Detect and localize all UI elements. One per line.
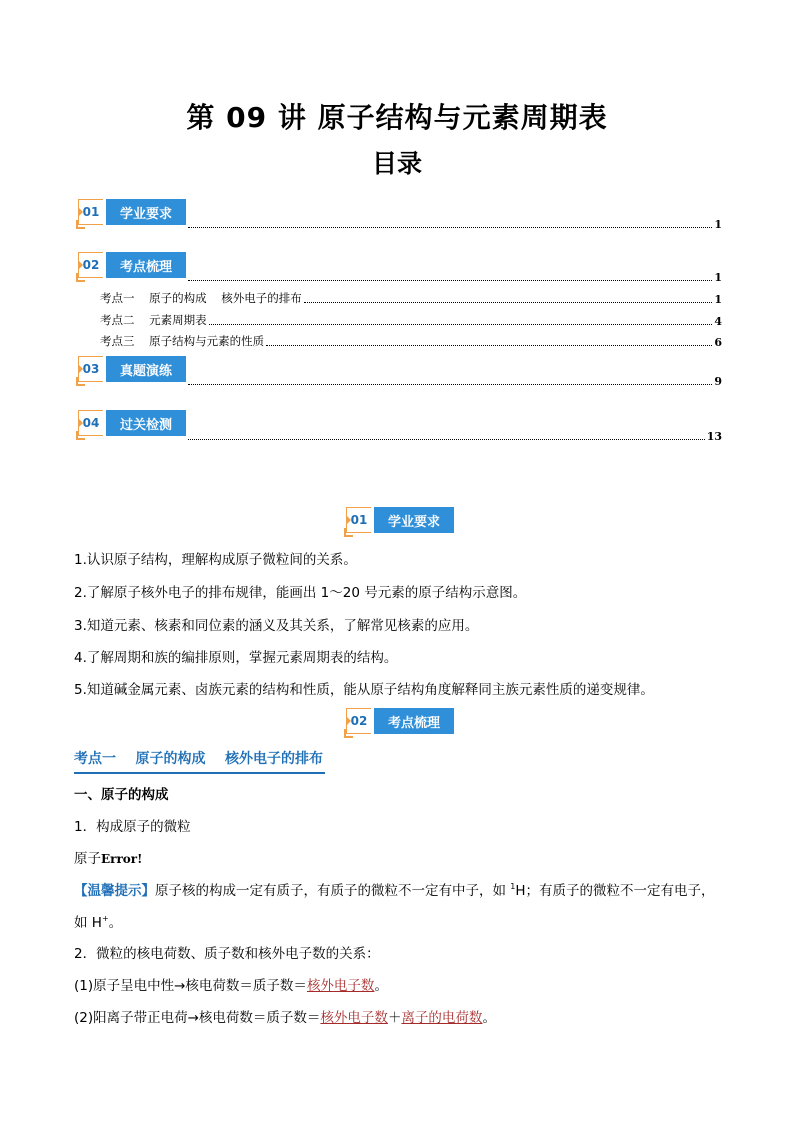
tip-line2-a: 如 H <box>74 915 102 931</box>
badge-number: 02 <box>78 252 103 278</box>
toc-leader <box>188 438 705 440</box>
toc-page-number: 4 <box>714 315 722 328</box>
error-text: Error! <box>101 852 143 866</box>
toc-entry-04[interactable] <box>186 430 722 443</box>
relation-end: 。 <box>374 978 388 994</box>
toc-subentry-1[interactable] <box>100 290 722 306</box>
isotope-superscript: 1 <box>510 882 516 891</box>
badge-number: 02 <box>346 708 371 734</box>
toc-page-number: 1 <box>714 271 722 284</box>
page-title: 第 09 讲 原子结构与元素周期表 <box>186 101 608 134</box>
tip-line-2 <box>74 911 122 931</box>
atom-line <box>74 847 142 867</box>
toc-leader <box>188 279 712 281</box>
requirement-2: 2.了解原子核外电子的排布规律，能画出 1～20 号元素的原子结构示意图。 <box>74 585 527 601</box>
subheading-atom-structure: 一、原子的构成 <box>74 787 169 803</box>
toc-subentry-2[interactable] <box>100 312 722 328</box>
toc-leader <box>188 383 712 385</box>
toc-sub-label: 考点一 原子的构成 核外电子的排布 <box>100 291 302 305</box>
badge-label: 学业要求 <box>374 507 454 533</box>
badge-label: 学业要求 <box>106 199 186 225</box>
toc-sub-label: 考点三 原子结构与元素的性质 <box>100 334 265 348</box>
toc-badge-03[interactable] <box>78 356 186 382</box>
badge-number: 03 <box>78 356 103 382</box>
relation-end: 。 <box>482 1010 496 1026</box>
section-heading: 考点一 原子的构成 核外电子的排布 <box>74 748 325 774</box>
badge-label: 考点梳理 <box>106 252 186 278</box>
relation-2 <box>74 1006 496 1026</box>
badge-label: 考点梳理 <box>374 708 454 734</box>
toc-entry-02[interactable] <box>186 271 722 284</box>
toc-badge-04[interactable] <box>78 410 186 436</box>
toc-leader <box>209 323 713 325</box>
tip-text-a: 原子核的构成一定有质子，有质子的微粒不一定有中子，如 <box>155 883 511 899</box>
toc-leader <box>304 301 713 303</box>
answer-blank: 核外电子数 <box>320 1010 388 1026</box>
relation-text: (2)阳离子带正电荷→核电荷数＝质子数＝ <box>74 1010 321 1026</box>
item-1: 1．构成原子的微粒 <box>74 819 191 835</box>
tip-line-1 <box>74 879 715 899</box>
answer-blank: 离子的电荷数 <box>401 1010 483 1026</box>
atom-prefix: 原子 <box>74 851 101 867</box>
badge-number: 01 <box>346 507 371 533</box>
requirement-4: 4.了解周期和族的编排原则，掌握元素周期表的结构。 <box>74 650 398 666</box>
relation-1 <box>74 974 388 994</box>
toc-page-number: 13 <box>706 430 722 443</box>
tip-label: 【温馨提示】 <box>74 883 155 899</box>
toc-heading: 目录 <box>371 149 422 178</box>
toc-entry-03[interactable] <box>186 375 722 388</box>
toc-page-number: 6 <box>714 336 722 349</box>
tip-line2-b: 。 <box>108 915 123 931</box>
tip-text-b: H；有质子的微粒不一定有电子， <box>515 883 715 899</box>
toc-leader <box>266 344 712 346</box>
item-2: 2．微粒的核电荷数、质子数和核外电子数的关系： <box>74 946 380 962</box>
badge-label: 真题演练 <box>106 356 186 382</box>
relation-text: (1)原子呈电中性→核电荷数＝质子数＝ <box>74 978 307 994</box>
charge-superscript: + <box>101 914 109 923</box>
toc-badge-01[interactable] <box>78 199 186 225</box>
badge-number: 01 <box>78 199 103 225</box>
toc-leader <box>188 226 712 228</box>
toc-page-number: 1 <box>714 218 722 231</box>
toc-sub-label: 考点二 元素周期表 <box>100 313 207 327</box>
answer-blank: 核外电子数 <box>306 978 375 994</box>
toc-page-number: 1 <box>714 293 722 306</box>
toc-entry-01[interactable] <box>186 218 722 231</box>
requirement-1: 1.认识原子结构，理解构成原子微粒间的关系。 <box>74 552 357 568</box>
badge-label: 过关检测 <box>106 410 186 436</box>
requirement-5: 5.知道碱金属元素、卤族元素的结构和性质，能从原子结构角度解释同主族元素性质的递变规律。 <box>74 682 654 698</box>
toc-badge-02[interactable] <box>78 252 186 278</box>
plus-sign: ＋ <box>387 1010 402 1026</box>
requirement-3: 3.知道元素、核素和同位素的涵义及其关系，了解常见核素的应用。 <box>74 618 479 634</box>
toc-page-number: 9 <box>714 375 722 388</box>
badge-number: 04 <box>78 410 103 436</box>
section-badge-02 <box>346 708 454 734</box>
section-badge-01 <box>346 507 454 533</box>
toc-subentry-3[interactable] <box>100 333 722 349</box>
